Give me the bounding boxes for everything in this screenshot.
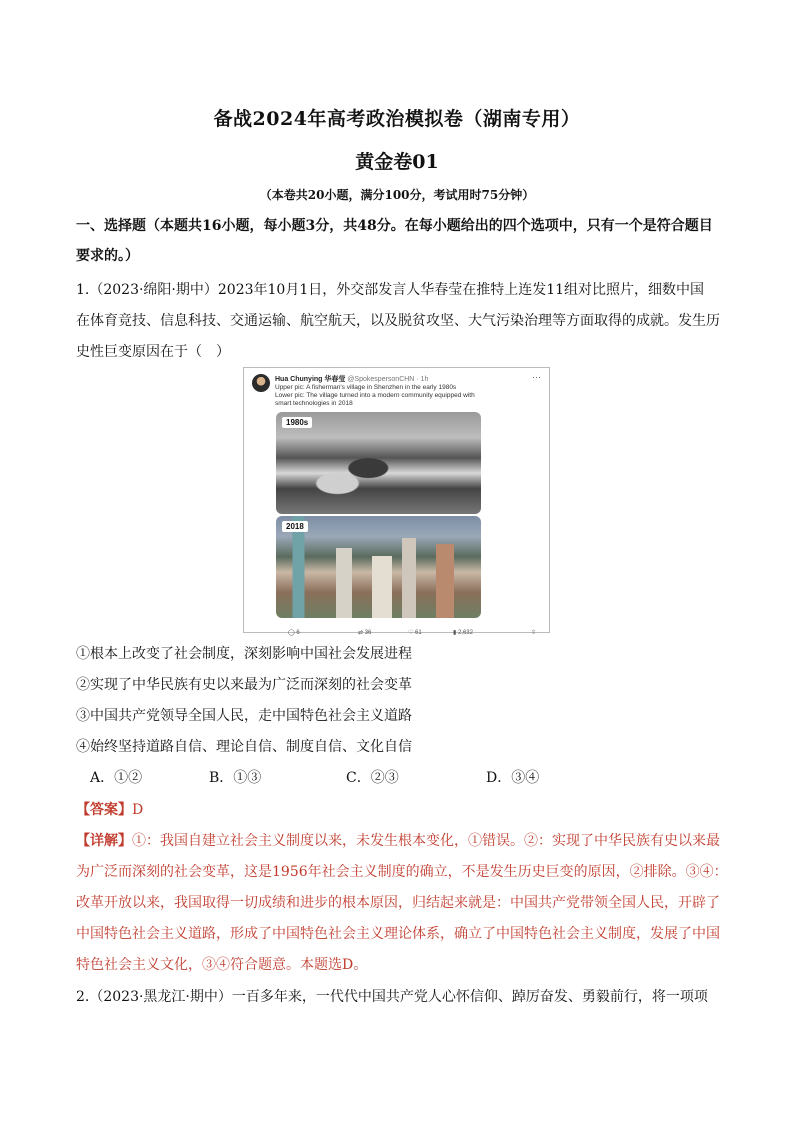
retweet-count: ⇄ 36	[358, 630, 372, 636]
detail-line5: 特色社会主义文化，③④符合题意。本题选D。	[76, 957, 368, 973]
tweet-figure	[243, 367, 550, 636]
choice-c: C．②③	[346, 770, 399, 786]
tweet-handle: @SpokespersonCHN · 1h	[347, 376, 429, 383]
exam-note: （本卷共20小题，满分100分，考试用时75分钟）	[259, 188, 535, 202]
tweet-author-name: Hua Chunying 华春莹	[275, 376, 346, 383]
photo-2018	[276, 516, 481, 618]
tweet-text	[275, 384, 535, 408]
question1-line3: 史性巨变原因在于（ ）	[76, 344, 230, 360]
photo-label-2018: 2018	[282, 521, 308, 532]
question1-line1: 1.（2023·绵阳·期中）2023年10月1日，外交部发言人华春莹在推特上连发11组对比照片，细数中国	[76, 282, 705, 298]
tweet-text-line1: Upper pic: A fisherman's village in Shenzhen in the early 1980s	[275, 384, 457, 391]
answer-line	[76, 800, 143, 820]
building	[436, 544, 454, 618]
option-1: ①根本上改变了社会制度，深刻影响中国社会发展进程	[76, 646, 412, 662]
choice-d: D．③④	[486, 770, 540, 786]
view-count: ▮ 2,632	[453, 630, 473, 636]
building	[402, 538, 416, 618]
share-icon: ⇧	[531, 630, 537, 636]
detail-line1	[76, 831, 720, 851]
choice-a: A．①②	[90, 770, 143, 786]
detail-label: 【详解】	[76, 833, 132, 849]
tweet-header	[275, 374, 428, 384]
choice-b: B．①③	[209, 770, 262, 786]
question1-line2: 在体育竞技、信息科技、交通运输、航空航天，以及脱贫攻坚、大气污染治理等方面取得的成就。发生历	[76, 313, 720, 329]
question2-line1: 2.（2023·黑龙江·期中）一百多年来，一代代中国共产党人心怀信仰、踔厉奋发、勇毅前行，将一项项	[76, 989, 708, 1005]
detail-line3: 改革开放以来，我国取得一切成绩和进步的根本原因，归结起来就是：中国共产党带领全国人民，开辟了	[76, 895, 720, 911]
photo-label-1980s: 1980s	[282, 417, 312, 428]
section-heading-line1: 一、选择题（本题共16小题，每小题3分，共48分。在每小题给出的四个选项中，只有一个是符合题目	[76, 218, 713, 234]
option-3: ③中国共产党领导全国人民，走中国特色社会主义道路	[76, 708, 412, 724]
more-icon: ⋯	[532, 372, 541, 382]
building	[336, 548, 352, 618]
avatar	[252, 374, 270, 392]
answer-value: D	[132, 802, 144, 818]
detail-line2: 为广泛而深刻的社会变革，这是1956年社会主义制度的确立，不是发生历史巨变的原因，②排除。③④：	[76, 864, 728, 880]
answer-label: 【答案】	[76, 802, 132, 818]
photo-1980s	[276, 412, 481, 514]
section-heading-line2: 要求的。）	[76, 248, 139, 264]
tweet-text-line2: Lower pic: The village turned into a modern community equipped with	[275, 392, 475, 399]
page-subtitle: 黄金卷01	[355, 151, 439, 173]
tweet-text-line3: smart technologies in 2018	[275, 400, 353, 407]
option-2: ②实现了中华民族有史以来最为广泛而深刻的社会变革	[76, 677, 412, 693]
reply-count: ◯ 6	[288, 630, 300, 636]
like-count: ♡ 61	[408, 630, 422, 636]
option-4: ④始终坚持道路自信、理论自信、制度自信、文化自信	[76, 739, 412, 755]
page-title: 备战2024年高考政治模拟卷（湖南专用）	[213, 108, 581, 130]
building	[372, 556, 392, 618]
detail-text: ①：我国自建立社会主义制度以来，未发生根本变化，①错误。②：实现了中华民族有史以来最	[132, 833, 720, 849]
detail-line4: 中国特色社会主义道路，形成了中国特色社会主义理论体系，确立了中国特色社会主义制度，发展了中国	[76, 926, 720, 942]
